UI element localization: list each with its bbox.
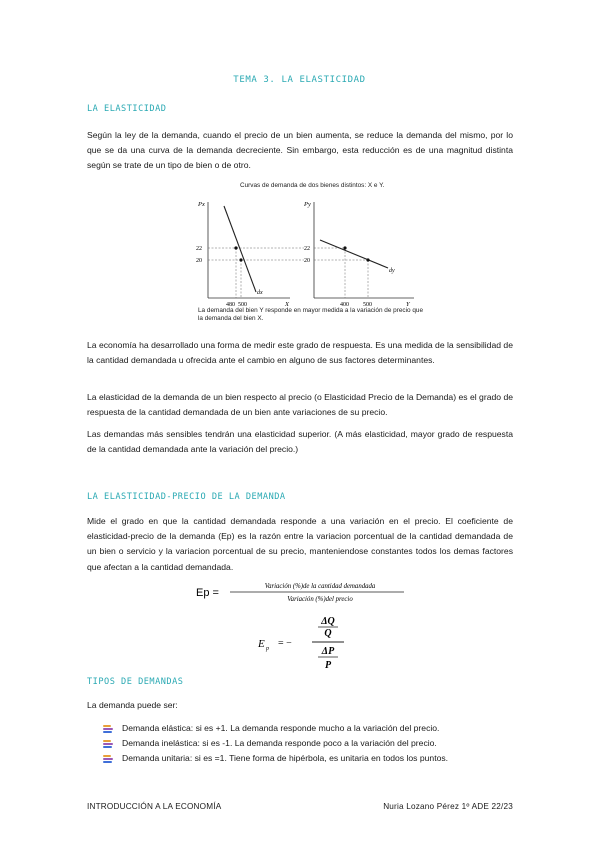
section-heading-elasticidad: LA ELASTICIDAD [87, 104, 167, 114]
left-x-axis-label: X [285, 301, 289, 308]
left-qty-480: 480 [226, 302, 235, 308]
paragraph-mide-grado: Mide el grado en que la cantidad demandada responde a una variación en el precio. El coeficiente de elasticidad-precio de la demanda (Ep) es la razón entre la variacion porcentual de la cantidad demandada de un bien o servicio y la variacion porcentual de su precio, manteniendose constantes todos los demas factores que afectan a la cantidad demandada. [87, 516, 513, 572]
sym-delta-q: ΔQ [321, 616, 335, 627]
right-x-axis-label: Y [406, 301, 410, 308]
paragraph-medir-respuesta: La economía ha desarrollado una forma de medir este grado de respuesta. Es una medida de la sensibilidad de la cantidad demandada u ofrecida ante el cambio en alguno de sus factores determinantes. [87, 340, 513, 366]
right-demand-curve [320, 240, 388, 268]
left-qty-500: 500 [238, 302, 247, 308]
sym-p: P [324, 660, 332, 671]
left-demand-chart [196, 201, 304, 308]
paragraph-demanda-puede-ser: La demanda puede ser: [87, 700, 178, 710]
left-demand-curve [224, 206, 256, 292]
list-item [103, 721, 448, 736]
ep-numerator: Variación (%)de la cantidad demandada [264, 583, 376, 590]
left-price-20: 20 [196, 258, 202, 264]
sym-e: E [258, 638, 265, 650]
book-stack-icon [103, 739, 113, 748]
list-item-text: Demanda inelástica: si es -1. La demanda responde poco a la variación del precio. [122, 738, 437, 748]
sym-q: Q [324, 628, 332, 639]
sym-p-sub: p [266, 646, 269, 652]
left-curve-label: dx [257, 290, 263, 296]
list-item-text: Demanda unitaria: si es =1. Tiene forma de hipérbola, es unitaria en todos los puntos. [122, 753, 449, 763]
paragraph-ley-demanda: Según la ley de la demanda, cuando el precio de un bien aumenta, se reduce la demanda del mismo, por lo que se da una curva de la demanda decreciente. Sin embargo, esta reducción es de una magnitud distinta según se trate de un tipo de bien o de otro. [87, 130, 513, 171]
list-item-text: Demanda elástica: si es +1. La demanda responde mucho a la variación del precio. [122, 723, 440, 733]
ep-label: Ep = [196, 587, 219, 599]
left-y-axis-label: Px [198, 201, 205, 208]
right-demand-chart [303, 201, 414, 308]
figure-title: Curvas de demanda de dos bienes distintos: X e Y. [240, 182, 385, 189]
list-item [103, 751, 448, 766]
ep-denominator: Variación (%)del precio [287, 596, 353, 603]
right-curve-label: dy [389, 268, 395, 274]
footer-right: Nuria Lozano Pérez 1º ADE 22/23 [383, 802, 513, 811]
sym-eq-minus: = − [278, 638, 292, 649]
sym-delta-p: ΔP [321, 646, 335, 657]
list-item [103, 736, 448, 751]
right-point-b [366, 258, 369, 261]
right-point-a [343, 246, 346, 249]
left-price-22: 22 [196, 246, 202, 252]
section-heading-elasticidad-precio: LA ELASTICIDAD-PRECIO DE LA DEMANDA [87, 492, 286, 502]
right-qty-400: 400 [340, 302, 349, 308]
figure-caption: La demanda del bien Y responde en mayor medida a la variación de precio que la demanda del bien X. [198, 307, 424, 322]
paragraph-elasticidad-precio: La elasticidad de la demanda de un bien respecto al precio (o Elasticidad Precio de la Demanda) es el grado de respuesta de la cantidad demandada de un bien ante variaciones de su precio. [87, 392, 513, 418]
ep-formula-symbolic [256, 612, 376, 674]
book-stack-icon [103, 724, 113, 733]
left-point-a [234, 246, 237, 249]
right-qty-500: 500 [363, 302, 372, 308]
page-title: TEMA 3. LA ELASTICIDAD [233, 75, 366, 85]
ep-formula-text [196, 578, 406, 606]
right-y-axis-label: Py [304, 201, 311, 208]
footer-left: INTRODUCCIÓN A LA ECONOMÍA [87, 802, 222, 811]
paragraph-demandas-sensibles: Las demandas más sensibles tendrán una elasticidad superior. (A más elasticidad, mayor grado de respuesta de la cantidad demandada ante la variación del precio.) [87, 429, 513, 455]
demand-types-list [103, 721, 448, 766]
book-stack-icon [103, 754, 113, 763]
left-point-b [239, 258, 242, 261]
section-heading-tipos: TIPOS DE DEMANDAS [87, 677, 184, 687]
right-price-20: 20 [304, 258, 310, 264]
right-price-22: 22 [304, 246, 310, 252]
